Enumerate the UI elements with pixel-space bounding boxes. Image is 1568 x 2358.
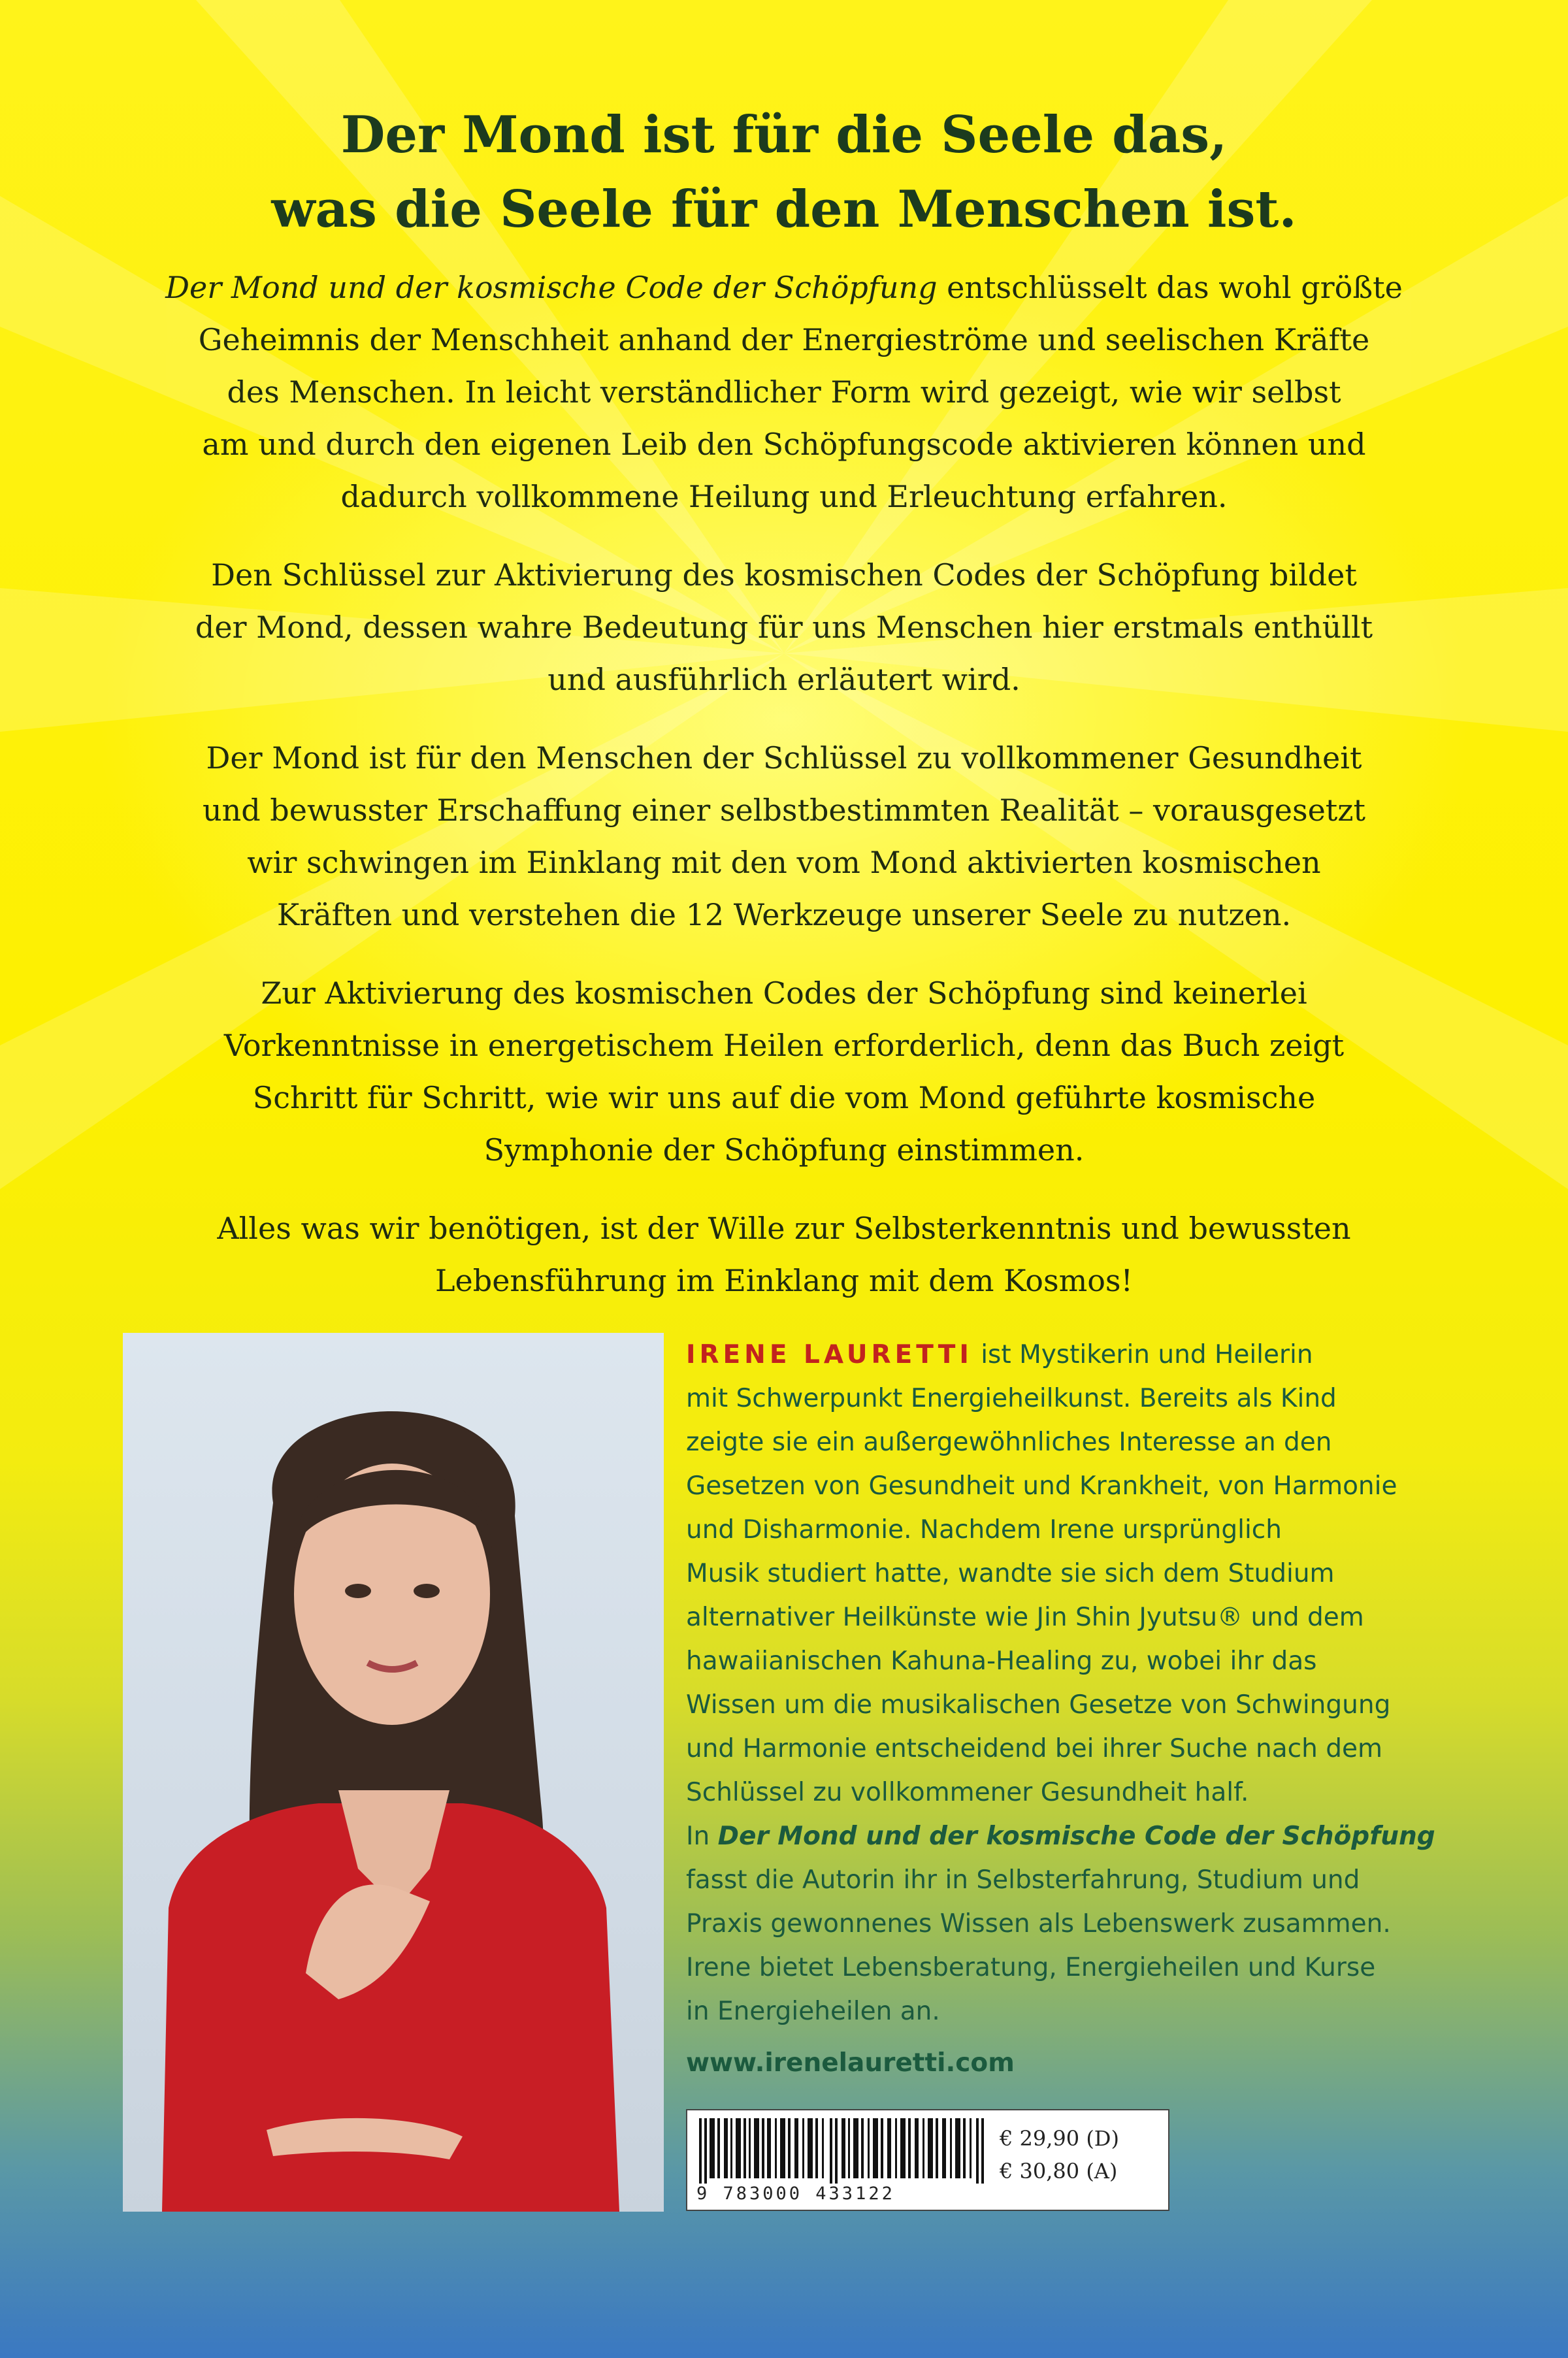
description-line: Lebensführung im Einklang mit dem Kosmos! [434,1263,1134,1298]
bio-line: zeigte sie ein außergewöhnliches Interesse an den [686,1428,1332,1457]
description-line [105,261,1463,314]
bio-line: und Harmonie entscheidend bei ihrer Suche nach dem [686,1734,1382,1763]
bio-line: alternativer Heilkünste wie Jin Shin Jyutsu® und dem [686,1603,1364,1632]
description-line: Den Schlüssel zur Aktivierung des kosmischen Codes der Schöpfung bildet [211,557,1357,593]
description-line: Kräften und verstehen die 12 Werkzeuge unserer Seele zu nutzen. [276,897,1292,932]
headline-line-2: was die Seele für den Menschen ist. [271,180,1297,239]
isbn-number: 9 783000 433122 [696,2184,895,2204]
description-line: Symphonie der Schöpfung einstimmen. [483,1132,1085,1168]
isbn-barcode-box [686,2109,1169,2211]
description-line: und ausführlich erläutert wird. [547,662,1021,697]
description-line: Geheimnis der Menschheit anhand der Energieströme und seelischen Kräfte [198,322,1370,357]
price-germany: € 29,90 (D) [1000,2126,1119,2151]
headline-line-1: Der Mond ist für die Seele das, [340,105,1228,165]
book-title-italic: Der Mond und der kosmische Code der Schöpfung [165,270,938,305]
description-line: des Menschen. In leicht verständlicher Form wird gezeigt, wie wir selbst [227,374,1341,410]
bio-line: Schlüssel zu vollkommener Gesundheit half. [686,1778,1249,1807]
description-line: Schritt für Schritt, wie wir uns auf die vom Mond geführte kosmische [252,1080,1316,1115]
description-paragraph-3 [105,732,1463,941]
description-line: wir schwingen im Einklang mit den vom Mond aktivierten kosmischen [247,845,1321,880]
bio-line: Irene bietet Lebensberatung, Energieheilen und Kurse [686,1953,1376,1982]
bio-line: und Disharmonie. Nachdem Irene ursprünglich [686,1515,1282,1545]
author-name: IRENE LAURETTI [686,1340,973,1369]
bio-line: Gesetzen von Gesundheit und Krankheit, von Harmonie [686,1471,1397,1501]
author-website-link[interactable]: www.irenelauretti.com [686,2048,1015,2078]
description-paragraph-4 [105,967,1463,1176]
book-description [105,261,1463,1333]
description-line: dadurch vollkommene Heilung und Erleuchtung erfahren. [340,479,1228,514]
bio-line [686,1333,1535,1377]
author-portrait-illustration [123,1333,664,2212]
bio-line: Praxis gewonnenes Wissen als Lebenswerk zusammen. [686,1909,1391,1939]
price-austria: € 30,80 (A) [1000,2159,1118,2184]
bio-line [686,1814,1535,1858]
headline [131,98,1437,247]
bio-text: ist Mystikerin und Heilerin [972,1340,1313,1369]
description-line: und bewusster Erschaffung einer selbstbestimmten Realität – vorausgesetzt [202,793,1366,828]
bio-text: In [686,1822,718,1851]
description-line: Der Mond ist für den Menschen der Schlüssel zu vollkommener Gesundheit [206,740,1362,776]
author-photo [123,1333,664,2212]
description-line: Zur Aktivierung des kosmischen Codes der Schöpfung sind keinerlei [261,975,1307,1011]
bio-line: Wissen um die musikalischen Gesetze von Schwingung [686,1690,1391,1720]
bio-line: mit Schwerpunkt Energieheilkunst. Bereits als Kind [686,1384,1337,1413]
description-paragraph-2 [105,549,1463,706]
barcode-icon [699,2118,987,2184]
description-line: der Mond, dessen wahre Bedeutung für uns Menschen hier erstmals enthüllt [195,610,1373,645]
bio-line: Musik studiert hatte, wandte sie sich dem Studium [686,1559,1335,1588]
description-paragraph-1 [105,261,1463,523]
book-title-bold-italic: Der Mond und der kosmische Code der Schöpfung [717,1822,1435,1851]
description-paragraph-5 [105,1202,1463,1307]
description-line: Alles was wir benötigen, ist der Wille zur Selbsterkenntnis und bewussten [217,1211,1351,1246]
bio-line: hawaiianischen Kahuna-Healing zu, wobei ihr das [686,1646,1317,1676]
bio-line: in Energieheilen an. [686,1997,940,2026]
bio-line: fasst die Autorin ihr in Selbsterfahrung, Studium und [686,1865,1360,1895]
description-line: Vorkenntnisse in energetischem Heilen erforderlich, denn das Buch zeigt [223,1028,1345,1063]
price-list [1000,2122,1163,2187]
description-line: am und durch den eigenen Leib den Schöpfungscode aktivieren können und [202,427,1366,462]
author-bio [686,1333,1535,2085]
description-text: entschlüsselt das wohl größte [937,270,1403,305]
